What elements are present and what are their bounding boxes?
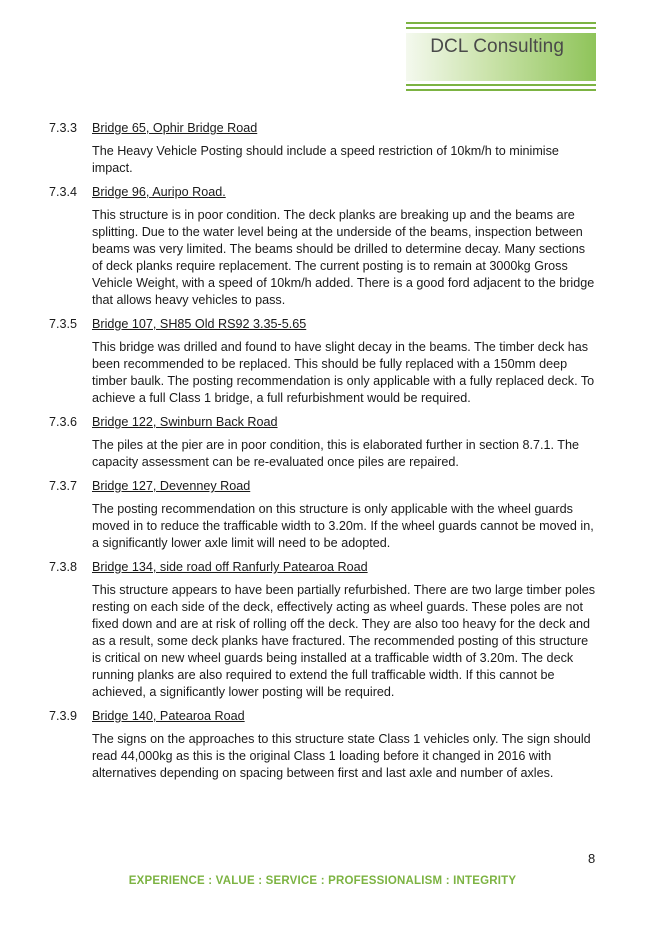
section-7-3-3 <box>49 119 597 177</box>
section-7-3-7 <box>49 477 597 552</box>
logo-rule <box>406 22 596 24</box>
section-number: 7.3.5 <box>49 317 78 331</box>
document-body <box>49 119 597 788</box>
logo-rule <box>406 27 596 29</box>
section-title: Bridge 65, Ophir Bridge Road <box>92 121 258 135</box>
section-heading <box>49 413 597 431</box>
section-body: The signs on the approaches to this structure state Class 1 vehicles only. The sign should read 44,000kg as this is the original Class 1 loading before it changed in 2016 with alternatives depending on spacing between first and last axle and number of axles. <box>92 732 591 780</box>
section-body: The posting recommendation on this structure is only applicable with the wheel guards moved in to reduce the trafficable width to 3.20m. If the wheel guards cannot be moved in, a significantly lower axle limit will need to be adopted. <box>92 502 594 550</box>
section-body: This bridge was drilled and found to have slight decay in the beams. The timber deck has been recommended to be replaced. This should be fully replaced with a 150mm deep timber baulk. The posting recommendation is only applicable with a fully replaced deck. To achieve a full Class 1 bridge, a full refurbishment would be required. <box>92 340 595 405</box>
section-body: The Heavy Vehicle Posting should include a speed restriction of 10km/h to minimise impact. <box>92 144 559 175</box>
logo-text: DCL Consulting <box>430 36 564 57</box>
section-heading <box>49 558 597 576</box>
section-heading <box>49 183 597 201</box>
logo-rule <box>406 84 596 86</box>
section-number: 7.3.9 <box>49 709 78 723</box>
section-title: Bridge 107, SH85 Old RS92 3.35-5.65 <box>92 317 307 331</box>
section-number: 7.3.6 <box>49 415 78 429</box>
section-heading <box>49 477 597 495</box>
section-title: Bridge 96, Auripo Road. <box>92 185 226 199</box>
section-number: 7.3.4 <box>49 185 78 199</box>
footer-values: EXPERIENCE : VALUE : SERVICE : PROFESSIONALISM : INTEGRITY <box>128 875 517 887</box>
section-body: This structure appears to have been partially refurbished. There are two large timber poles resting on each side of the deck, effectively acting as wheel guards. These poles are not fixed down and are at risk of rolling off the deck. They are also too heavy for the deck and as a result, some deck planks have fractured. The recommended posting of this structure is critical on new wheel guards being installed at a trafficable width of 3.20m. The deck running planks are also required to extend the full trafficable width. If this cannot be achieved, a significantly lower posting will be required. <box>92 583 596 699</box>
section-7-3-5 <box>49 315 597 407</box>
section-title: Bridge 127, Devenney Road <box>92 479 251 493</box>
section-number: 7.3.7 <box>49 479 78 493</box>
section-body: This structure is in poor condition. The deck planks are breaking up and the beams are splitting. Due to the water level being at the underside of the beams, inspection between beams was very limited. The beams should be drilled to determine decay. Many sections of deck planks require replacement. The current posting is to remain at 3000kg Gross Vehicle Weight, with a speed of 10km/h added. There is a good ford adjacent to the bridge that allows heavy vehicles to pass. <box>92 208 595 307</box>
section-title: Bridge 140, Patearoa Road <box>92 709 245 723</box>
section-heading <box>49 315 597 333</box>
section-7-3-9 <box>49 707 597 782</box>
company-logo <box>406 22 596 92</box>
section-heading <box>49 119 597 137</box>
section-number: 7.3.3 <box>49 121 78 135</box>
logo-rule <box>406 89 596 91</box>
section-heading <box>49 707 597 725</box>
section-7-3-6 <box>49 413 597 471</box>
section-body: The piles at the pier are in poor condition, this is elaborated further in section 8.7.1. The capacity assessment can be re-evaluated once piles are repaired. <box>92 438 580 469</box>
section-title: Bridge 134, side road off Ranfurly Patearoa Road <box>92 560 368 574</box>
section-number: 7.3.8 <box>49 560 78 574</box>
section-7-3-8 <box>49 558 597 701</box>
section-7-3-4 <box>49 183 597 309</box>
section-title: Bridge 122, Swinburn Back Road <box>92 415 278 429</box>
page-number: 8 <box>588 851 596 866</box>
